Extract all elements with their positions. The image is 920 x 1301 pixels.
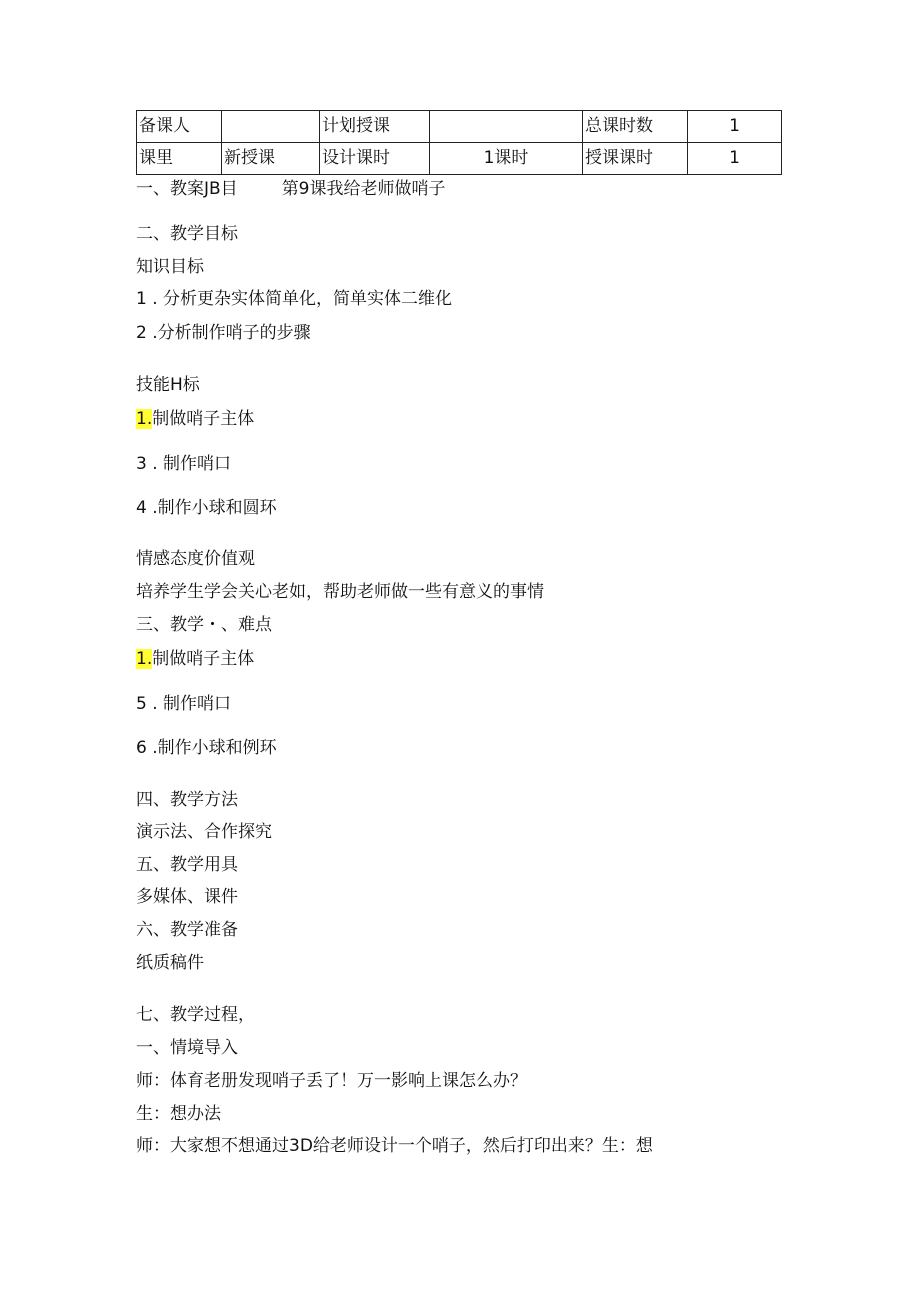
dialogue-line: 生：想办法 (136, 1104, 221, 1124)
section-heading: 六、教学准备 (136, 920, 238, 940)
highlighted-number: 1. (136, 649, 153, 669)
paragraph: 纸质稿件 (136, 953, 204, 973)
list-item: 6 .制作小球和例环 (136, 738, 277, 758)
list-item: 5 . 制作哨口 (136, 694, 232, 714)
list-item: 3 . 制作哨口 (136, 454, 232, 474)
highlighted-number: 1. (136, 409, 153, 429)
table-cell: 新授课 (222, 143, 320, 175)
list-item (136, 648, 254, 670)
section-heading: 一、教案JB目 (136, 179, 238, 199)
table-cell (222, 111, 320, 143)
list-item-text: 制做哨子主体 (152, 649, 255, 669)
table-cell (430, 111, 583, 143)
table-cell: 备课人 (137, 111, 222, 143)
section-heading: 七、教学过程， (136, 1005, 255, 1025)
dialogue-line: 师：体育老册发现哨子丢了！万一影响上课怎么办？ (136, 1071, 527, 1091)
table-cell: 1 (688, 143, 782, 175)
subsection-label: 技能H标 (136, 375, 200, 395)
table-cell: 设计课时 (320, 143, 430, 175)
subsection-label: 一、情境导入 (136, 1038, 238, 1058)
table-row (137, 143, 782, 175)
table-cell: 总课时数 (583, 111, 688, 143)
table-cell: 课里 (137, 143, 222, 175)
table-cell: 1 (688, 111, 782, 143)
paragraph: 演示法、合作探究 (136, 822, 272, 842)
list-item: 1 . 分析更杂实体简单化，简单实体二维化 (136, 289, 453, 309)
subsection-label: 知识目标 (136, 257, 204, 277)
paragraph: 培养学生学会关心老如，帮助老师做一些有意义的事情 (136, 582, 544, 602)
dialogue-line: 师：大家想不想通过3D给老师设计一个哨子，然后打印出来？生：想 (136, 1136, 653, 1156)
lesson-title: 第9课我给老师做哨子 (281, 179, 446, 199)
section-heading: 二、教学目标 (136, 224, 238, 244)
table-row (137, 111, 782, 143)
section-heading: 四、教学方法 (136, 790, 238, 810)
list-item (136, 408, 254, 430)
list-item-text: 制做哨子主体 (152, 409, 255, 429)
table-cell: 计划授课 (320, 111, 430, 143)
paragraph: 多媒体、课件 (136, 887, 238, 907)
list-item: 2 .分析制作哨子的步骤 (136, 323, 311, 343)
section-heading: 三、教学・、难点 (136, 615, 272, 635)
table-cell: 1课时 (430, 143, 583, 175)
subsection-label: 情感态度价值观 (136, 549, 255, 569)
table-cell: 授课课时 (583, 143, 688, 175)
list-item: 4 .制作小球和圆环 (136, 498, 277, 518)
lesson-title-line (136, 178, 446, 200)
section-heading: 五、教学用具 (136, 855, 238, 875)
lesson-info-table (136, 110, 782, 175)
